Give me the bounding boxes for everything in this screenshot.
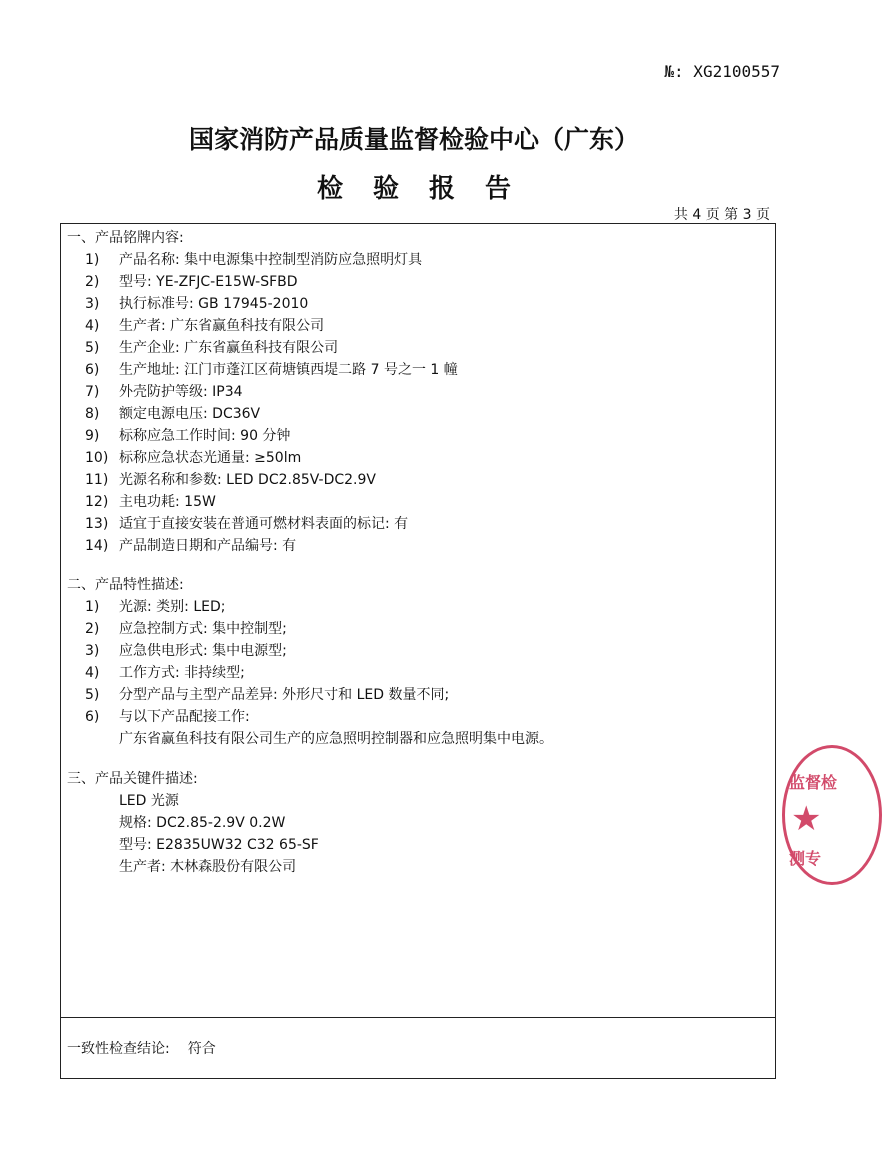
section3-heading: 三、产品关键件描述:	[67, 771, 198, 787]
section1-item-text: 主电功耗: 15W	[119, 494, 216, 510]
seal-star-icon: ★	[791, 799, 822, 839]
section1-item-num: 6)	[85, 362, 100, 378]
section2-item-num: 4)	[85, 665, 100, 681]
section1-item-text: 执行标准号: GB 17945-2010	[119, 296, 309, 312]
seal-bottom-text: 测专	[789, 849, 822, 868]
conclusion-value: 符合	[187, 1041, 216, 1057]
section2-item-text: 分型产品与主型产品差异: 外形尺寸和 LED 数量不同;	[119, 687, 450, 703]
section2-item-num: 3)	[85, 643, 100, 659]
conclusion-divider	[61, 1017, 775, 1018]
seal-top-text: 监督检	[789, 773, 838, 792]
report-title: 国家消防产品质量监督检验中心（广东）	[188, 125, 639, 154]
section1-item-text: 生产企业: 广东省赢鱼科技有限公司	[119, 340, 339, 356]
section1-item-text: 光源名称和参数: LED DC2.85V-DC2.9V	[119, 472, 376, 488]
section1-item-text: 外壳防护等级: IP34	[119, 384, 243, 400]
section2-item-text: 光源: 类别: LED;	[119, 599, 226, 615]
section1-item-num: 2)	[85, 274, 100, 290]
section1-item-text: 生产者: 广东省赢鱼科技有限公司	[119, 318, 325, 334]
section2-item-text: 应急控制方式: 集中控制型;	[119, 621, 287, 637]
section1-item-text: 型号: YE-ZFJC-E15W-SFBD	[119, 274, 298, 290]
section1-item-num: 12)	[85, 494, 109, 510]
section2-item-num: 5)	[85, 687, 100, 703]
section1-item-text: 标称应急工作时间: 90 分钟	[119, 428, 291, 444]
report-number: №: XG2100557	[664, 62, 780, 81]
section1-item-text: 产品名称: 集中电源集中控制型消防应急照明灯具	[119, 252, 423, 268]
section1-item-num: 11)	[85, 472, 109, 488]
section2-item-text: 工作方式: 非持续型;	[119, 665, 245, 681]
section1-item-num: 10)	[85, 450, 109, 466]
section2-item-num: 2)	[85, 621, 100, 637]
section1-item-text: 生产地址: 江门市蓬江区荷塘镇西堤二路 7 号之一 1 幢	[119, 362, 458, 378]
official-seal	[782, 745, 882, 885]
section1-item-num: 3)	[85, 296, 100, 312]
section1-item-num: 13)	[85, 516, 109, 532]
section1-item-text: 额定电源电压: DC36V	[119, 406, 261, 422]
section3-line: 生产者: 木林森股份有限公司	[119, 859, 297, 875]
section2-continuation: 广东省赢鱼科技有限公司生产的应急照明控制器和应急照明集中电源。	[119, 731, 553, 747]
section1-item-num: 7)	[85, 384, 100, 400]
section3-line: 型号: E2835UW32 C32 65-SF	[119, 837, 319, 853]
section1-item-num: 8)	[85, 406, 100, 422]
section2-item-num: 6)	[85, 709, 100, 725]
section1-item-num: 1)	[85, 252, 100, 268]
section3-line: LED 光源	[119, 793, 179, 809]
section1-item-num: 14)	[85, 538, 109, 554]
section1-item-num: 5)	[85, 340, 100, 356]
conclusion-label: 一致性检查结论:	[67, 1041, 170, 1057]
section1-item-num: 9)	[85, 428, 100, 444]
section2-heading: 二、产品特性描述:	[67, 577, 184, 593]
section2-item-num: 1)	[85, 599, 100, 615]
report-frame	[60, 223, 776, 1079]
section2-item-text: 与以下产品配接工作:	[119, 709, 250, 725]
report-subtitle: 检验报告	[316, 174, 541, 204]
section1-heading: 一、产品铭牌内容:	[67, 230, 184, 246]
section3-line: 规格: DC2.85-2.9V 0.2W	[119, 815, 286, 831]
section1-item-text: 标称应急状态光通量: ≥50lm	[119, 450, 302, 466]
section2-item-text: 应急供电形式: 集中电源型;	[119, 643, 287, 659]
conclusion	[67, 1039, 216, 1059]
page-info: 共 4 页 第 3 页	[673, 207, 770, 223]
section1-item-text: 适宜于直接安装在普通可燃材料表面的标记: 有	[119, 516, 409, 532]
section1-item-num: 4)	[85, 318, 100, 334]
section1-item-text: 产品制造日期和产品编号: 有	[119, 538, 297, 554]
